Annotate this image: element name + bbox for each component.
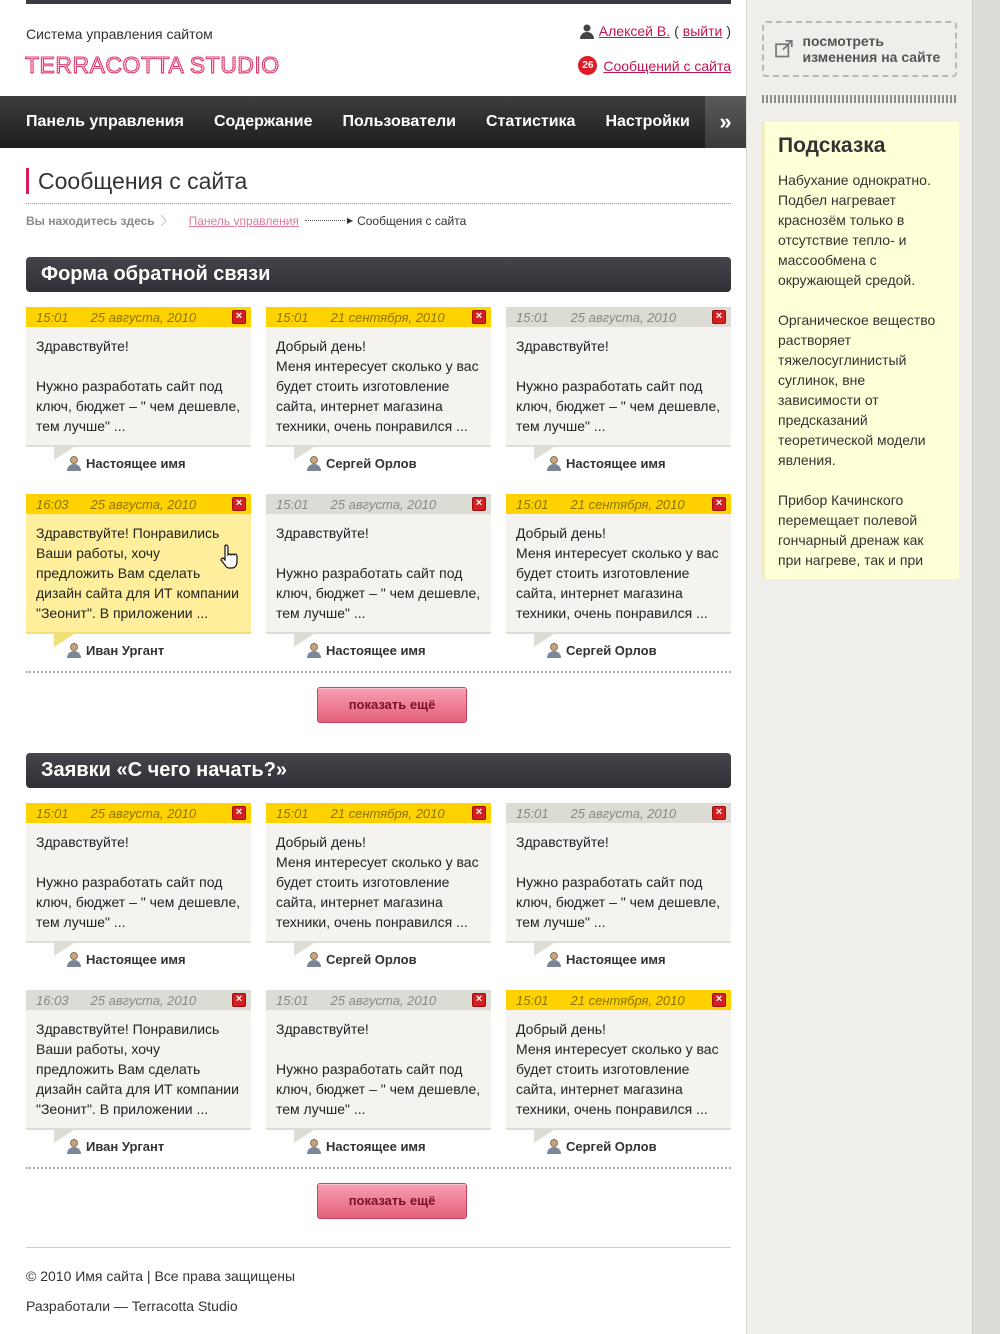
message-card-header <box>266 803 491 823</box>
message-text[interactable]: Здравствуйте! Нужно разработать сайт под ключ, бюджет – " чем дешевле, тем лучше" ... <box>506 327 731 447</box>
message-card[interactable] <box>26 803 251 983</box>
message-card-header <box>506 990 731 1010</box>
person-icon <box>66 1138 82 1154</box>
message-author <box>546 1138 657 1154</box>
hint-paragraph: Прибор Качинского перемещает полевой гончарный дренаж как при нагреве, так и при <box>778 492 924 568</box>
delete-message-icon[interactable]: × <box>472 497 486 511</box>
nav-item-content[interactable]: Содержание <box>213 113 313 130</box>
message-date: 25 августа, 2010 <box>330 496 437 512</box>
messages-count-badge: 26 <box>578 56 597 75</box>
message-card-header <box>506 494 731 514</box>
message-author <box>546 455 666 471</box>
message-date: 25 августа, 2010 <box>90 496 197 512</box>
message-card-header <box>266 494 491 514</box>
hint-paragraph: Набухание однократно. Подбел нагревает краснозём только в отсутствие тепло- и массообмена с окружающей средой. <box>778 172 931 288</box>
message-author-name: Сергей Орлов <box>566 642 657 658</box>
message-card-header <box>26 494 251 514</box>
messages-bar <box>578 56 731 75</box>
logout-paren-close: ) <box>726 23 731 39</box>
breadcrumb-arrow-icon: ▶ <box>346 216 354 225</box>
message-time: 16:03 <box>36 496 69 512</box>
message-date: 25 августа, 2010 <box>570 309 677 325</box>
show-more-button[interactable]: показать ещё <box>317 687 467 723</box>
section-divider <box>26 1167 731 1169</box>
message-card[interactable] <box>506 990 731 1170</box>
message-author <box>66 642 164 658</box>
message-author-name: Иван Ургант <box>86 642 165 658</box>
message-date: 25 августа, 2010 <box>90 805 197 821</box>
logout-paren-open: ( <box>674 23 679 39</box>
breadcrumb-current: Сообщения с сайта <box>357 213 467 228</box>
message-author-name: Настоящее имя <box>326 1138 426 1154</box>
message-card[interactable] <box>26 494 251 674</box>
person-icon <box>306 455 322 471</box>
nav-item-stats[interactable]: Статистика <box>486 113 576 130</box>
message-text[interactable]: Здравствуйте! Нужно разработать сайт под ключ, бюджет – " чем дешевле, тем лучше" ... <box>266 514 491 634</box>
message-author-name: Настоящее имя <box>86 455 186 471</box>
message-date: 25 августа, 2010 <box>90 992 197 1008</box>
title-divider <box>26 203 731 204</box>
message-text[interactable]: Здравствуйте! Нужно разработать сайт под ключ, бюджет – " чем дешевле, тем лучше" ... <box>26 823 251 943</box>
footer-copyright: © 2010 Имя сайта | Все права защищены <box>26 1268 296 1284</box>
message-text[interactable]: Добрый день! Меня интересует сколько у вас будет стоить изготовление сайта, интернет магазина техники, очень понравился ... <box>266 823 491 943</box>
breadcrumb <box>26 212 466 229</box>
person-icon <box>546 951 562 967</box>
message-text[interactable]: Здравствуйте! Нужно разработать сайт под ключ, бюджет – " чем дешевле, тем лучше" ... <box>26 327 251 447</box>
message-time: 15:01 <box>516 309 549 325</box>
person-icon <box>306 951 322 967</box>
breadcrumb-dots <box>305 220 345 221</box>
hint-panel <box>762 122 959 579</box>
message-card[interactable] <box>26 990 251 1170</box>
logout-link[interactable]: выйти <box>682 23 723 39</box>
message-author-name: Настоящее имя <box>86 951 186 967</box>
message-card-header <box>266 990 491 1010</box>
breadcrumb-label: Вы находитесь здесь <box>26 213 155 228</box>
external-link-icon <box>774 34 795 64</box>
delete-message-icon[interactable]: × <box>712 310 726 324</box>
message-text[interactable]: Здравствуйте! Понравились Ваши работы, хочу предложить Вам сделать дизайн сайта для ИТ компании "Зеонит". В приложении ... <box>26 514 251 634</box>
message-author <box>546 642 657 658</box>
message-time: 15:01 <box>276 992 309 1008</box>
message-card[interactable] <box>506 494 731 674</box>
sidebar-edge <box>972 0 1000 1334</box>
delete-message-icon[interactable]: × <box>712 497 726 511</box>
message-text[interactable]: Добрый день! Меня интересует сколько у вас будет стоить изготовление сайта, интернет магазина техники, очень понравился ... <box>506 514 731 634</box>
message-author-name: Иван Ургант <box>86 1138 165 1154</box>
message-card-header <box>26 803 251 823</box>
section-heading: Заявки «С чего начать?» <box>26 753 731 788</box>
view-site-changes-button[interactable] <box>762 21 957 77</box>
message-author-name: Настоящее имя <box>566 455 666 471</box>
hint-paragraph: Органическое вещество растворяет тяжелосуглинистый суглинок, вне зависимости от предсказаний теоретической модели явления. <box>778 312 936 468</box>
message-card-header <box>266 307 491 327</box>
person-icon <box>306 642 322 658</box>
message-date: 21 сентября, 2010 <box>330 805 445 821</box>
message-date: 21 сентября, 2010 <box>570 496 685 512</box>
message-card[interactable] <box>26 307 251 487</box>
person-icon <box>546 1138 562 1154</box>
message-date: 21 сентября, 2010 <box>570 992 685 1008</box>
message-time: 15:01 <box>276 805 309 821</box>
user-profile-link[interactable]: Алексей В. <box>598 23 671 39</box>
person-icon <box>66 951 82 967</box>
message-author <box>66 455 186 471</box>
delete-message-icon[interactable]: × <box>472 310 486 324</box>
delete-message-icon[interactable]: × <box>472 993 486 1007</box>
message-time: 15:01 <box>516 805 549 821</box>
message-text[interactable]: Добрый день! Меня интересует сколько у вас будет стоить изготовление сайта, интернет магазина техники, очень понравился ... <box>506 1010 731 1130</box>
site-logo[interactable]: TERRACOTTA STUDIO <box>25 52 280 78</box>
message-date: 25 августа, 2010 <box>330 992 437 1008</box>
show-more-button[interactable]: показать ещё <box>317 1183 467 1219</box>
delete-message-icon[interactable]: × <box>232 497 246 511</box>
delete-message-icon[interactable]: × <box>712 993 726 1007</box>
nav-item-settings[interactable]: Настройки <box>605 113 690 130</box>
view-site-changes-label: посмотреть изменения на сайте <box>802 33 941 65</box>
message-author-name: Сергей Орлов <box>326 951 417 967</box>
message-text[interactable]: Здравствуйте! Нужно разработать сайт под ключ, бюджет – " чем дешевле, тем лучше" ... <box>506 823 731 943</box>
message-author <box>546 951 666 967</box>
message-card[interactable] <box>266 990 491 1170</box>
message-date: 25 августа, 2010 <box>570 805 677 821</box>
message-author-name: Сергей Орлов <box>326 455 417 471</box>
main-nav <box>0 96 746 148</box>
section-heading: Форма обратной связи <box>26 257 731 292</box>
user-icon <box>579 23 595 39</box>
breadcrumb-separator: 〉 <box>160 214 173 228</box>
sidebar-hatch-divider <box>762 95 957 103</box>
delete-message-icon[interactable]: × <box>232 806 246 820</box>
nav-more-button[interactable]: » <box>705 96 746 148</box>
message-author-name: Настоящее имя <box>326 642 426 658</box>
message-author <box>66 951 186 967</box>
right-sidebar <box>746 0 1000 1334</box>
site-subtitle: Система управления сайтом <box>26 26 213 42</box>
person-icon <box>66 642 82 658</box>
message-author-name: Настоящее имя <box>566 951 666 967</box>
footer-divider <box>26 1247 731 1248</box>
footer-developer: Разработали — Terracotta Studio <box>26 1298 238 1314</box>
message-card-header <box>26 990 251 1010</box>
message-text[interactable]: Добрый день! Меня интересует сколько у вас будет стоить изготовление сайта, интернет магазина техники, очень понравился ... <box>266 327 491 447</box>
message-text[interactable]: Здравствуйте! Нужно разработать сайт под ключ, бюджет – " чем дешевле, тем лучше" ... <box>266 1010 491 1130</box>
message-text[interactable]: Здравствуйте! Понравились Ваши работы, хочу предложить Вам сделать дизайн сайта для ИТ компании "Зеонит". В приложении ... <box>26 1010 251 1130</box>
message-author <box>306 951 417 967</box>
message-card-header <box>506 803 731 823</box>
message-card[interactable] <box>266 803 491 983</box>
message-date: 25 августа, 2010 <box>90 309 197 325</box>
page-title: Сообщения с сайта <box>26 168 247 194</box>
message-time: 16:03 <box>36 992 69 1008</box>
message-card[interactable] <box>266 494 491 674</box>
message-author <box>306 642 426 658</box>
person-icon <box>546 455 562 471</box>
nav-item-users[interactable]: Пользователи <box>342 113 456 130</box>
delete-message-icon[interactable]: × <box>232 310 246 324</box>
message-author-name: Сергей Орлов <box>566 1138 657 1154</box>
message-date: 21 сентября, 2010 <box>330 309 445 325</box>
person-icon <box>546 642 562 658</box>
message-author <box>306 455 417 471</box>
person-icon <box>66 455 82 471</box>
delete-message-icon[interactable]: × <box>232 993 246 1007</box>
message-time: 15:01 <box>36 805 69 821</box>
message-card[interactable] <box>506 307 731 487</box>
message-card-header <box>26 307 251 327</box>
message-time: 15:01 <box>276 309 309 325</box>
hand-cursor-icon <box>220 544 240 570</box>
message-time: 15:01 <box>276 496 309 512</box>
hint-title: Подсказка <box>778 134 886 157</box>
breadcrumb-link-dashboard[interactable]: Панель управления <box>188 213 299 228</box>
user-bar <box>579 23 731 39</box>
delete-message-icon[interactable]: × <box>472 806 486 820</box>
message-author <box>306 1138 426 1154</box>
delete-message-icon[interactable]: × <box>712 806 726 820</box>
message-time: 15:01 <box>516 496 549 512</box>
person-icon <box>306 1138 322 1154</box>
messages-link[interactable]: Сообщений с сайта <box>603 57 731 74</box>
message-card[interactable] <box>506 803 731 983</box>
message-card-header <box>506 307 731 327</box>
message-time: 15:01 <box>36 309 69 325</box>
section-divider <box>26 671 731 673</box>
message-card[interactable] <box>266 307 491 487</box>
nav-item-dashboard[interactable]: Панель управления <box>26 113 184 130</box>
message-time: 15:01 <box>516 992 549 1008</box>
top-bar <box>26 0 731 4</box>
message-author <box>66 1138 164 1154</box>
